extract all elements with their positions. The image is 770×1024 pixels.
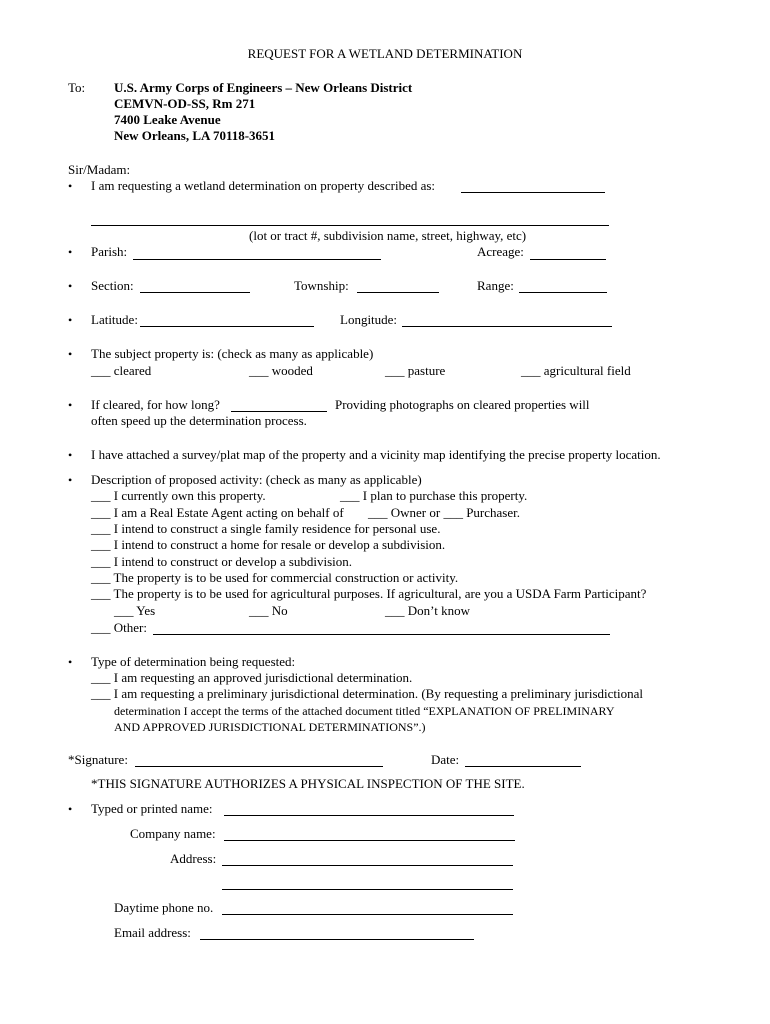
activity-agricultural[interactable]: ___ The property is to be used for agricultural purposes. If agricultural, are you a USDA Farm Participant? (91, 586, 647, 601)
email-field[interactable] (200, 939, 474, 940)
bullet: • (68, 313, 73, 327)
determination-preliminary-line-2: determination I accept the terms of the attached document titled “EXPLANATION OF PRELIMINARY (114, 704, 615, 718)
option-cleared[interactable]: ___ cleared (91, 363, 152, 378)
to-label: To: (68, 80, 86, 95)
salutation: Sir/Madam: (68, 162, 131, 177)
company-label: Company name: (130, 826, 216, 841)
activity-other[interactable]: ___ Other: (91, 620, 147, 635)
bullet: • (68, 655, 73, 669)
latitude-field[interactable] (140, 326, 314, 327)
date-label: Date: (431, 752, 460, 767)
usda-yes[interactable]: ___ Yes (114, 603, 156, 618)
option-agricultural-field[interactable]: ___ agricultural field (521, 363, 631, 378)
signature-note: *THIS SIGNATURE AUTHORIZES A PHYSICAL INSPECTION OF THE SITE. (91, 776, 525, 791)
activity-construct[interactable]: ___ I intend to construct or develop a subdivision. (91, 554, 353, 569)
property-description-field[interactable] (461, 192, 605, 193)
address-line-3: 7400 Leake Avenue (114, 112, 221, 127)
parish-field[interactable] (133, 259, 381, 260)
address-label: Address: (170, 851, 217, 866)
acreage-label: Acreage: (477, 244, 524, 259)
activity-single-family[interactable]: ___ I intend to construct a single family residence for personal use. (91, 521, 441, 536)
section-field[interactable] (140, 292, 250, 293)
cleared-label: If cleared, for how long? (91, 397, 220, 412)
activity-resale[interactable]: ___ I intend to construct a home for resale or develop a subdivision. (91, 537, 446, 552)
township-label: Township: (294, 278, 349, 293)
address-field-line-2[interactable] (222, 889, 513, 890)
bullet: • (68, 347, 73, 361)
property-description-field-line-2[interactable] (91, 225, 609, 226)
name-field[interactable] (224, 815, 514, 816)
phone-label: Daytime phone no. (114, 900, 214, 915)
activity-own[interactable]: ___ I currently own this property. (91, 488, 266, 503)
activity-purchase[interactable]: ___ I plan to purchase this property. (340, 488, 528, 503)
bullet: • (68, 448, 73, 462)
address-line-2: CEMVN-OD-SS, Rm 271 (114, 96, 256, 111)
determination-approved[interactable]: ___ I am requesting an approved jurisdictional determination. (91, 670, 413, 685)
option-pasture[interactable]: ___ pasture (385, 363, 446, 378)
bullet: • (68, 245, 73, 259)
other-field[interactable] (153, 634, 610, 635)
activity-text: Description of proposed activity: (check as many as applicable) (91, 472, 422, 487)
signature-field[interactable] (135, 766, 383, 767)
section-label: Section: (91, 278, 134, 293)
request-text: I am requesting a wetland determination on property described as: (91, 178, 436, 193)
option-wooded[interactable]: ___ wooded (249, 363, 313, 378)
cleared-text-1: Providing photographs on cleared properties will (335, 397, 590, 412)
usda-no[interactable]: ___ No (249, 603, 288, 618)
date-field[interactable] (465, 766, 581, 767)
determination-preliminary-line-3: AND APPROVED JURISDICTIONAL DETERMINATIONS”.) (114, 720, 426, 734)
determination-text: Type of determination being requested: (91, 654, 296, 669)
subject-text: The subject property is: (check as many as applicable) (91, 346, 374, 361)
range-label: Range: (477, 278, 514, 293)
usda-dont-know[interactable]: ___ Don’t know (385, 603, 470, 618)
address-field[interactable] (222, 865, 513, 866)
page-title: REQUEST FOR A WETLAND DETERMINATION (247, 46, 523, 61)
phone-field[interactable] (222, 914, 513, 915)
bullet: • (68, 279, 73, 293)
activity-commercial[interactable]: ___ The property is to be used for commercial construction or activity. (91, 570, 459, 585)
cleared-text-2: often speed up the determination process. (91, 413, 307, 428)
parish-label: Parish: (91, 244, 128, 259)
activity-agent[interactable]: ___ I am a Real Estate Agent acting on behalf of (91, 505, 344, 520)
company-field[interactable] (224, 840, 515, 841)
acreage-field[interactable] (530, 259, 606, 260)
email-label: Email address: (114, 925, 191, 940)
bullet: • (68, 473, 73, 487)
longitude-label: Longitude: (340, 312, 398, 327)
township-field[interactable] (357, 292, 439, 293)
activity-owner-purchaser[interactable]: ___ Owner or ___ Purchaser. (368, 505, 520, 520)
address-line-4: New Orleans, LA 70118-3651 (114, 128, 276, 143)
bullet: • (68, 398, 73, 412)
cleared-duration-field[interactable] (231, 411, 327, 412)
latitude-label: Latitude: (91, 312, 138, 327)
name-label: Typed or printed name: (91, 801, 213, 816)
signature-label: *Signature: (68, 752, 128, 767)
bullet: • (68, 179, 73, 193)
address-line-1: U.S. Army Corps of Engineers – New Orleans District (114, 80, 413, 95)
bullet: • (68, 802, 73, 816)
longitude-field[interactable] (402, 326, 612, 327)
range-field[interactable] (519, 292, 607, 293)
property-description-hint: (lot or tract #, subdivision name, street, highway, etc) (249, 228, 527, 243)
determination-preliminary[interactable]: ___ I am requesting a preliminary jurisdictional determination. (By requesting a preliminary jurisdictional (91, 686, 643, 701)
attached-statement: I have attached a survey/plat map of the property and a vicinity map identifying the precise property location. (91, 447, 661, 462)
